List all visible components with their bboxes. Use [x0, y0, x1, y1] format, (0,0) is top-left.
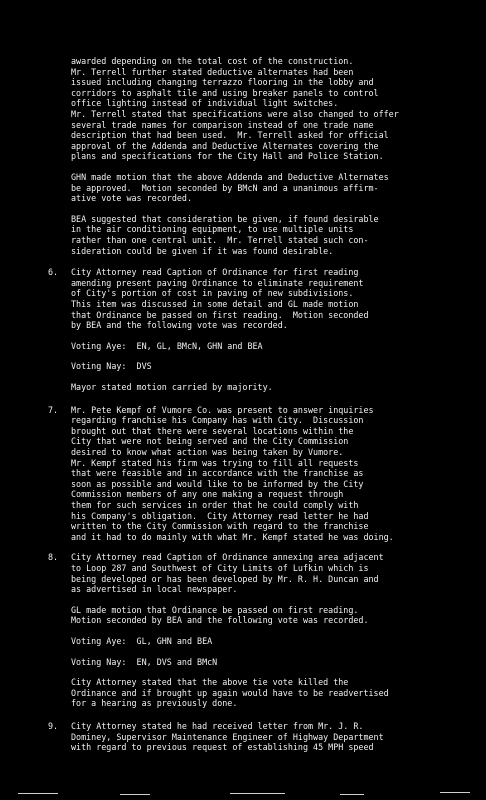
text-line: City that were not being served and the City Commission: [71, 436, 349, 447]
text-line: Mr. Pete Kempf of Vumore Co. was present to answer inquiries: [71, 404, 374, 415]
text-line: approval of the Addenda and Deductive Alternates covering the: [71, 140, 379, 151]
text-line: Motion seconded by BEA and the following vote was recorded.: [71, 615, 369, 626]
text-line: Mr. Kempf stated his firm was trying to fill all requests: [71, 457, 359, 468]
text-line: and it had to do mainly with what Mr. Kempf stated he was doing.: [71, 531, 394, 542]
text-line: with regard to previous request of establishing 45 MPH speed: [71, 742, 374, 753]
scan-noise: [230, 793, 285, 794]
text-line: City Attorney stated that the above tie vote killed the: [71, 677, 349, 688]
text-line: description that had been used. Mr. Terrell asked for official: [71, 130, 389, 141]
text-line: that were feasible and in accordance with the franchise as: [71, 468, 364, 479]
text-line: them for such services in order that he could comply with: [71, 500, 359, 510]
text-line: regarding franchise his Company has with City. Discussion: [71, 415, 364, 426]
text-line: sideration could be given if it was found desirable.: [71, 245, 334, 256]
text-line: to Loop 287 and Southwest of City Limits of Lufkin which is: [71, 563, 369, 573]
text-line: be approved. Motion seconded by BMcN and a unanimous affirm-: [71, 182, 379, 193]
text-line: Ordinance and if brought up again would have to be readvertised: [71, 687, 389, 698]
text-line: brought out that there were several locations within the: [71, 425, 354, 436]
text-line: in the air conditioning equipment, to use multiple units: [71, 224, 354, 235]
text-line: Voting Nay: DVS: [71, 361, 152, 372]
item-number: 9.: [48, 721, 59, 731]
scan-noise: [120, 794, 150, 795]
text-line: City Attorney read Caption of Ordinance annexing area adjacent: [71, 552, 384, 563]
text-line: issued including changing terrazzo flooring in the lobby and: [71, 77, 374, 88]
text-line: corridors to asphalt tile and using breaker panels to control: [71, 87, 379, 98]
text-line: amending present paving Ordinance to eliminate requirement: [71, 277, 364, 288]
scan-noise: [340, 794, 364, 795]
text-line: City Attorney stated he had received letter from Mr. J. R.: [71, 721, 364, 731]
text-line: by BEA and the following vote was recorded.: [71, 320, 288, 331]
text-line: his Company's obligation. City Attorney read letter he had: [71, 510, 369, 521]
text-line: several trade names for comparison instead of one trade name: [71, 119, 374, 130]
text-line: GL made motion that Ordinance be passed on first reading.: [71, 604, 359, 615]
text-line: plans and specifications for the City Hall and Police Station.: [71, 151, 384, 162]
item-number: 7.: [48, 404, 59, 415]
text-line: rather than one central unit. Mr. Terrell stated such con-: [71, 235, 369, 245]
text-line: Mr. Terrell further stated deductive alternates had been: [71, 66, 354, 77]
text-line: Mayor stated motion carried by majority.: [71, 382, 273, 392]
text-line: for a hearing as previously done.: [71, 698, 238, 709]
text-line: GHN made motion that the above Addenda and Deductive Alternates: [71, 172, 389, 182]
scan-noise: [18, 793, 58, 794]
text-line: office lighting instead of individual light switches.: [71, 98, 339, 109]
text-line: of City's portion of cost in paving of new subdivisions.: [71, 288, 354, 299]
text-line: awarded depending on the total cost of the construction.: [71, 56, 354, 66]
text-line: Mr. Terrell stated that specifications were also changed to offer: [71, 109, 399, 119]
text-line: This item was discussed in some detail and GL made motion: [71, 299, 359, 309]
item-number: 6.: [48, 267, 59, 278]
text-line: being developed or has been developed by Mr. R. H. Duncan and: [71, 573, 379, 584]
text-line: as advertised in local newspaper.: [71, 584, 238, 595]
text-line: that Ordinance be passed on first reading. Motion seconded: [71, 309, 369, 320]
text-line: Dominey, Supervisor Maintenance Engineer of Highway Department: [71, 731, 384, 742]
text-line: Voting Nay: EN, DVS and BMcN: [71, 656, 218, 667]
text-line: soon as possible and would like to be informed by the City: [71, 478, 364, 489]
text-line: Voting Aye: GL, GHN and BEA: [71, 636, 213, 646]
item-number: 8.: [48, 552, 59, 563]
text-line: written to the City Commission with regard to the franchise: [71, 521, 369, 532]
text-line: ative vote was recorded.: [71, 193, 193, 204]
text-line: City Attorney read Caption of Ordinance for first reading: [71, 267, 359, 278]
text-line: Commission members of any one making a request through: [71, 489, 344, 500]
text-line: BEA suggested that consideration be given, if found desirable: [71, 213, 379, 224]
scan-noise: [440, 792, 470, 793]
text-line: Voting Aye: EN, GL, BMcN, GHN and BEA: [71, 340, 263, 351]
text-line: desired to know what action was being taken by Vumore.: [71, 447, 344, 457]
